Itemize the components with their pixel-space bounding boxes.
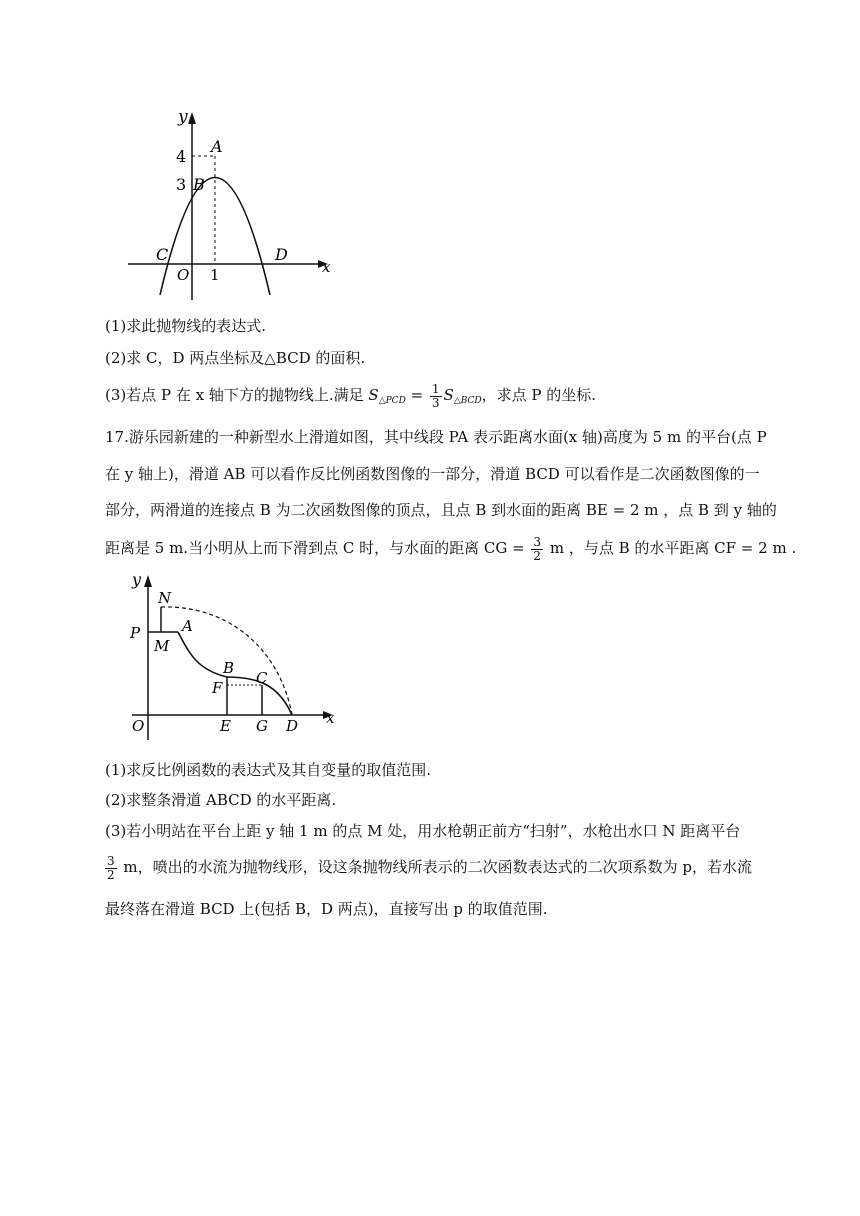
y-axis-label: y bbox=[178, 107, 188, 127]
y-axis-label: y bbox=[132, 570, 142, 589]
slide-AB bbox=[178, 632, 227, 677]
y-axis-arrow bbox=[144, 575, 152, 587]
x-axis-label: x bbox=[326, 709, 335, 727]
fraction-three-halves: $\frac{3}{2}$ bbox=[533, 534, 542, 563]
q17-item-3-line-2: $\frac{3}{2}$ m，喷出的水流为抛物线形，设这条抛物线所表示的二次函数表达式的二次项系数为 p，若水流 bbox=[107, 853, 753, 882]
q16-item-1: (1)求此抛物线的表达式. bbox=[105, 317, 267, 335]
origin-label: O bbox=[132, 717, 145, 735]
q17-item-3-line-1: (3)若小明站在平台上距 y 轴 1 m 的点 M 处，用水枪朝正前方“扫射”，水枪出水口 N 距离平台 bbox=[105, 822, 741, 840]
point-A-label: A bbox=[211, 137, 223, 156]
point-F-label: F bbox=[212, 679, 223, 697]
s-pcd-sub: △PCD bbox=[378, 396, 406, 406]
q17-stem bbox=[105, 427, 797, 564]
q16-item-3-pre: (3)若点 P 在 x 轴下方的抛物线上.满足 bbox=[105, 386, 369, 404]
point-P-label: P bbox=[130, 624, 141, 642]
point-C-label: C bbox=[156, 245, 169, 264]
tick-3: 3 bbox=[176, 175, 187, 194]
parabola-diagram bbox=[120, 100, 340, 305]
point-A-label: A bbox=[182, 617, 193, 635]
q17-line-2: 在 y 轴上)，滑道 AB 可以看作反比例函数图像的一部分，滑道 BCD 可以看作是二次函数图像的一 bbox=[105, 465, 760, 483]
point-D-label: D bbox=[286, 717, 299, 735]
q17-item-1: (1)求反比例函数的表达式及其自变量的取值范围. bbox=[105, 761, 432, 779]
point-M-label: M bbox=[154, 637, 170, 655]
q16-item-3 bbox=[105, 380, 596, 410]
x-axis-label: x bbox=[322, 258, 331, 276]
q17-item-3-line-3: 最终落在滑道 BCD 上(包括 B，D 两点)，直接写出 p 的取值范围. bbox=[105, 900, 548, 918]
q16-item-3-post: ，求点 P 的坐标. bbox=[481, 386, 597, 404]
q17-line-3: 部分，两滑道的连接点 B 为二次函数图像的顶点，且点 B 到水面的距离 BE = 2 m ，点 B 到 y 轴的 bbox=[105, 501, 777, 519]
q17-line-1: 17.游乐园新建的一种新型水上滑道如图，其中线段 PA 表示距离水面(x 轴)高度为 5 m 的平台(点 P bbox=[105, 428, 767, 446]
tick-4: 4 bbox=[176, 147, 187, 166]
s-bcd: S bbox=[443, 386, 454, 404]
point-E-label: E bbox=[220, 717, 231, 735]
water-slide-diagram bbox=[120, 565, 350, 745]
point-G-label: G bbox=[256, 717, 268, 735]
point-D-label: D bbox=[275, 245, 288, 264]
fraction-three-halves-2: $\frac{3}{2}$ bbox=[107, 853, 115, 882]
q17-item-2: (2)求整条滑道 ABCD 的水平距离. bbox=[105, 791, 337, 809]
fraction-one-third: $\frac{1}{3}$ bbox=[431, 381, 440, 410]
origin-label: O bbox=[177, 266, 190, 284]
figure-water-slide bbox=[120, 565, 350, 745]
tick-1: 1 bbox=[210, 266, 220, 284]
equals: = bbox=[405, 386, 428, 404]
s-pcd: S bbox=[368, 386, 379, 404]
figure-parabola bbox=[120, 100, 340, 305]
q16-item-2: (2)求 C，D 两点坐标及△BCD 的面积. bbox=[105, 349, 366, 367]
point-B-label: B bbox=[223, 659, 235, 677]
q17-line-4: 距离是 5 m.当小明从上而下滑到点 C 时，与水面的距离 CG = $\frac{3}{2}$ m ，与点 B 的水平距离 CF = 2 m . bbox=[105, 534, 797, 563]
point-C-label: C bbox=[256, 669, 268, 687]
y-axis-arrow bbox=[188, 112, 196, 124]
point-B-label: B bbox=[193, 175, 205, 194]
s-bcd-sub: △BCD bbox=[453, 396, 482, 406]
point-N-label: N bbox=[158, 589, 172, 607]
